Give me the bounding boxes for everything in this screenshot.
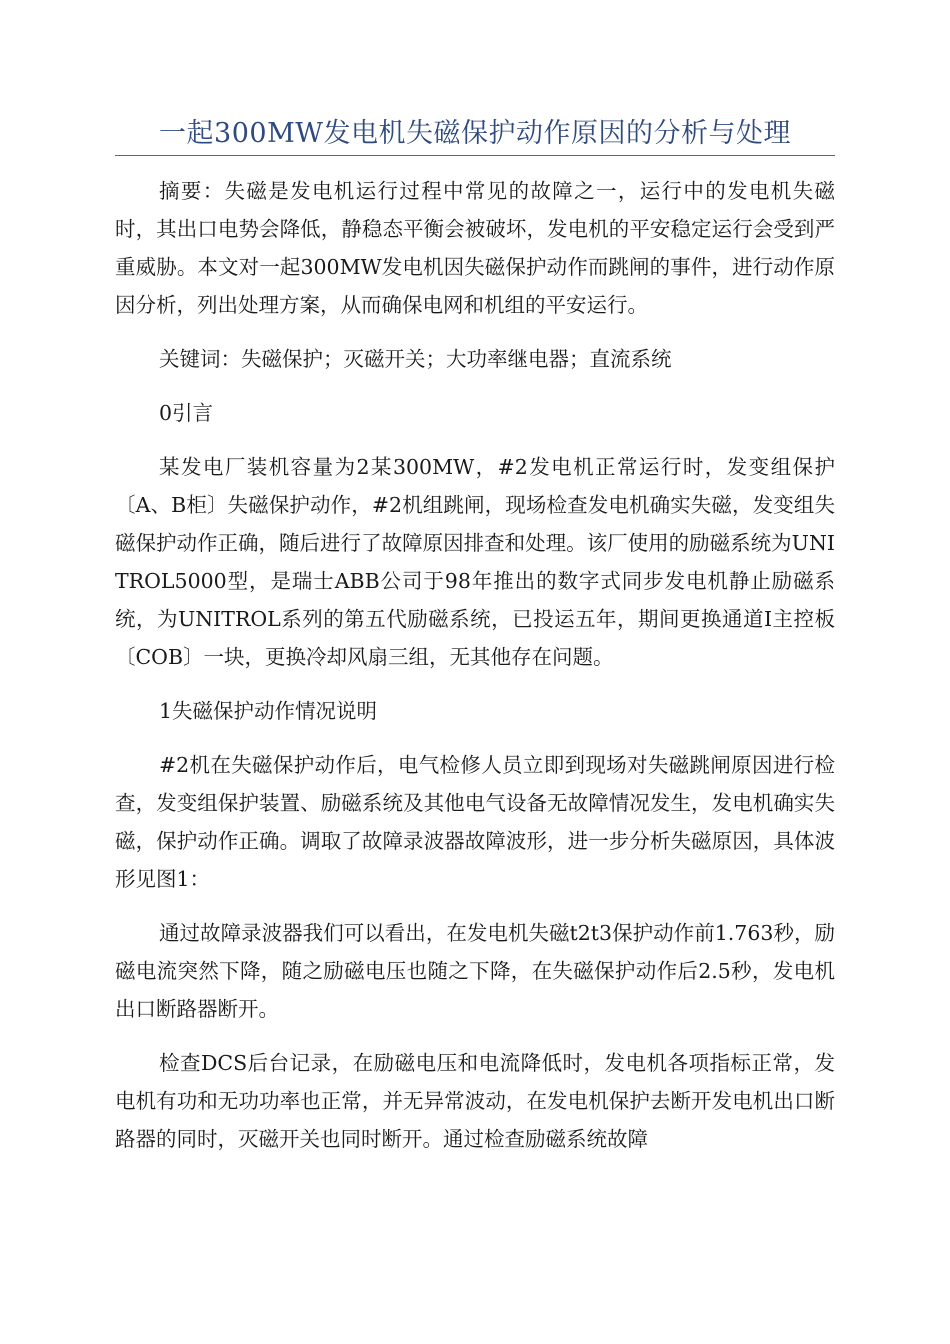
document-title: 一起300MW发电机失磁保护动作原因的分析与处理 xyxy=(159,118,791,149)
section-heading-introduction: 0引言 xyxy=(159,401,214,425)
body-paragraph: 检查DCS后台记录，在励磁电压和电流降低时，发电机各项指标正常，发电机有功和无功功率也正常，并无异常波动，在发电机保护去断开发电机出口断路器的同时，灭磁开关也同时断开。通过检查励磁系统故障 xyxy=(115,1051,835,1151)
keywords-paragraph: 关键词：失磁保护；灭磁开关；大功率继电器；直流系统 xyxy=(159,347,672,371)
document-body xyxy=(115,172,835,1174)
body-paragraph: #2机在失磁保护动作后，电气检修人员立即到现场对失磁跳闸原因进行检查，发变组保护装置、励磁系统及其他电气设备无故障情况发生，发电机确实失磁，保护动作正确。调取了故障录波器故障波形，进一步分析失磁原因，具体波形见图1： xyxy=(115,753,835,891)
body-paragraph: 某发电厂装机容量为2某300MW，#2发电机正常运行时，发变组保护〔A、B柜〕失磁保护动作，#2机组跳闸，现场检查发电机确实失磁，发变组失磁保护动作正确，随后进行了故障原因排查和处理。该厂使用的励磁系统为UNITROL5000型，是瑞士ABB公司于98年推出的数字式同步发电机静止励磁系统，为UNITROL系列的第五代励磁系统，已投运五年，期间更换通道I主控板〔COB〕一块，更换冷却风扇三组，无其他存在问题。 xyxy=(115,455,835,669)
section-heading-protection: 1失磁保护动作情况说明 xyxy=(159,699,378,723)
abstract-paragraph: 摘要：失磁是发电机运行过程中常见的故障之一，运行中的发电机失磁时，其出口电势会降低，静稳态平衡会被破坏，发电机的平安稳定运行会受到严重威胁。本文对一起300MW发电机因失磁保护动作而跳闸的事件，进行动作原因分析，列出处理方案，从而确保电网和机组的平安运行。 xyxy=(115,179,835,317)
title-underline xyxy=(115,155,835,156)
body-paragraph: 通过故障录波器我们可以看出，在发电机失磁t2t3保护动作前1.763秒，励磁电流突然下降，随之励磁电压也随之下降，在失磁保护动作后2.5秒，发电机出口断路器断开。 xyxy=(115,921,835,1021)
